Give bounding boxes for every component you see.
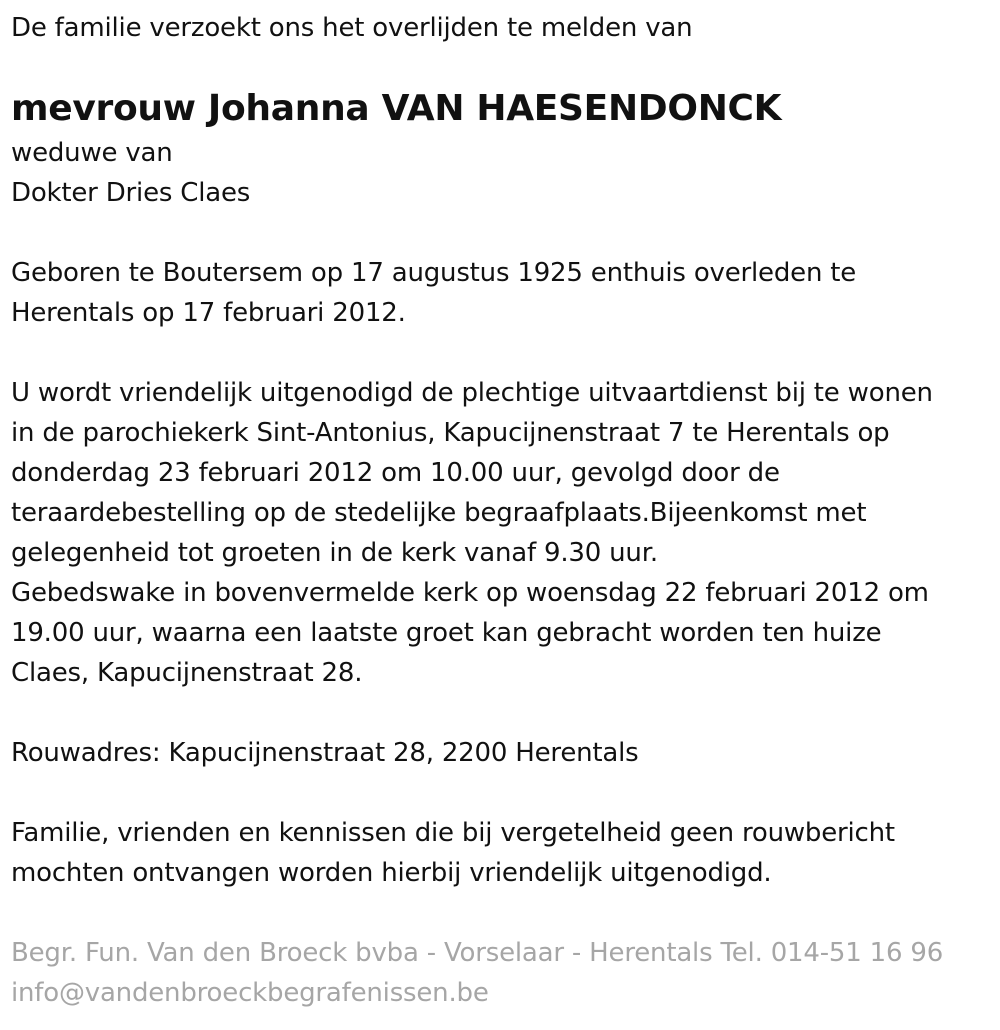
paragraph-line: in de parochiekerk Sint-Antonius, Kapucijnenstraat 7 te Herentals op — [11, 418, 890, 448]
paragraph-line: 19.00 uur, waarna een laatste groet kan gebracht worden ten huize — [11, 618, 882, 648]
intro-text: De familie verzoekt ons het overlijden te melden van — [11, 13, 693, 43]
paragraph-line: Gebedswake in bovenvermelde kerk op woensdag 22 februari 2012 om — [11, 578, 929, 608]
paragraph-line: gelegenheid tot groeten in de kerk vanaf 9.30 uur. — [11, 538, 658, 568]
paragraph-line: donderdag 23 februari 2012 om 10.00 uur, gevolgd door de — [11, 458, 780, 488]
paragraph-line: U wordt vriendelijk uitgenodigd de plechtige uitvaartdienst bij te wonen — [11, 378, 933, 408]
spacer — [11, 333, 1000, 373]
mourning-address: Rouwadres: Kapucijnenstraat 28, 2200 Herentals — [11, 738, 639, 768]
relation-text: weduwe van — [11, 138, 173, 168]
paragraph-line: Claes, Kapucijnenstraat 28. — [11, 658, 363, 688]
paragraph-line: Geboren te Boutersem op 17 augustus 1925 enthuis overleden te — [11, 258, 857, 288]
spacer — [11, 893, 1000, 933]
spacer — [11, 693, 1000, 733]
invitation-paragraph — [11, 813, 1000, 893]
funeral-paragraph — [11, 373, 1000, 693]
funeral-home-email[interactable]: info@vandenbroeckbegrafenissen.be — [11, 978, 489, 1008]
paragraph-line: Familie, vrienden en kennissen die bij vergetelheid geen rouwbericht — [11, 818, 895, 848]
funeral-home-footer — [11, 933, 1000, 1013]
funeral-home-contact: Begr. Fun. Van den Broeck bvba - Vorselaar - Herentals Tel. 014-51 16 96 — [11, 938, 944, 968]
spacer — [11, 213, 1000, 253]
paragraph-line: Herentals op 17 februari 2012. — [11, 298, 406, 328]
paragraph-line: teraardebestelling op de stedelijke begraafplaats.Bijeenkomst met — [11, 498, 867, 528]
deceased-name: mevrouw Johanna VAN HAESENDONCK — [11, 88, 782, 129]
spouse-name: Dokter Dries Claes — [11, 178, 251, 208]
birth-death-paragraph — [11, 253, 1000, 333]
spacer — [11, 773, 1000, 813]
paragraph-line: mochten ontvangen worden hierbij vriendelijk uitgenodigd. — [11, 858, 772, 888]
